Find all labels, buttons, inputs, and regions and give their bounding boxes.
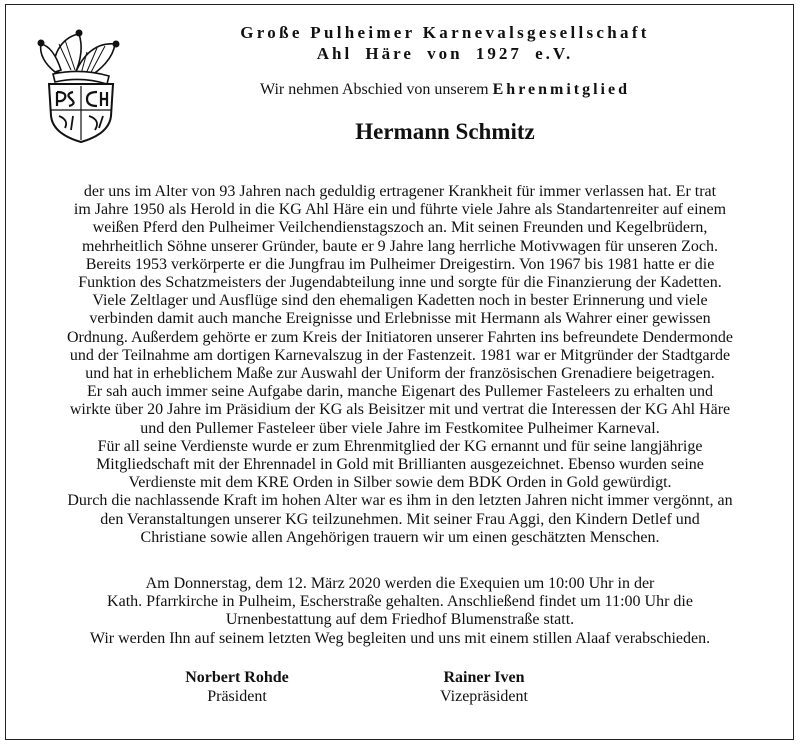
club-crest-icon [35,24,127,144]
funeral-details [18,575,782,648]
body-line: und den Pullemer Fasteleer über viele Jahre im Festkomitee Pulheimer Karneval. [140,419,660,437]
intro-text: Wir nehmen Abschied von unserem [259,81,489,98]
body-line: der uns im Alter von 93 Jahren nach geduldig ertragener Krankheit für immer verlassen hat. Er trat [83,183,717,200]
body-line: Mitgliedschaft mit der Ehrennadel in Gold mit Brillianten ausgezeichnet. Ebenso wurden seine [96,456,704,474]
body-line: im Jahre 1950 als Herold in die KG Ahl Häre ein und führte viele Jahre als Standartenreiter auf einem [73,201,727,219]
body-line: wirkte über 20 Jahre im Präsidium der KG als Beisitzer mit und vertrat die Interessen der KG Ahl Häre [69,401,731,419]
signature-vice-president [384,668,584,706]
body-line: Christiane sowie allen Angehörigen trauern wir um einen geschätzten Menschen. [140,528,660,546]
organization-subtitle: Ahl Häre von 1927 e.V. [316,44,574,63]
closing-line: Am Donnerstag, dem 12. März 2020 werden die Exequien um 10:00 Uhr in der [145,575,655,592]
body-line: Verdienste mit dem KRE Orden in Silber sowie dem BDK Orden in Gold gewürdigt. [128,474,672,492]
closing-line: Kath. Pfarrkirche in Pulheim, Escherstraße gehalten. Anschließend findet um 11:00 Uhr die [107,593,693,611]
intro-emphasis: Ehrenmitglied [492,81,630,98]
signatory-title: Vizepräsident [440,688,528,705]
organization-name: Große Pulheimer Karnevalsgesellschaft [240,23,650,42]
closing-line: Wir werden Ihn auf seinem letzten Weg begleiten und uns mit einem stillen Alaaf verabschieden. [89,629,711,647]
intro-line [150,81,740,99]
body-line: Bereits 1953 verkörperte er die Jungfrau im Pulheimer Dreigestirn. Von 1967 bis 1981 hatte er die [85,255,715,273]
body-line: Er sah auch immer seine Aufgabe darin, manche Eigenart des Pullemer Fasteleers zu erhalten und [87,383,713,401]
body-line: Ordnung. Außerdem gehörte er zum Kreis der Initiatoren unserer Fahrten ins befreundete Dendermonde [67,328,733,346]
signature-president [137,668,337,706]
obituary-body [18,183,782,547]
closing-line: Urnenbestattung auf dem Friedhof Blumenstraße statt. [225,611,575,629]
body-line: Für all seine Verdienste wurde er zum Ehrenmitglied der KG ernannt und für seine langjährige [97,437,703,455]
body-line: Funktion des Schatzmeisters der Jugendabteilung inne und sorgte für die Finanzierung der Kadetten. [78,274,722,292]
signatory-title: Präsident [207,688,267,705]
body-line: den Veranstaltungen unserer KG teilzunehmen. Mit seiner Frau Aggi, den Kindern Detlef und [100,510,700,528]
deceased-name: Hermann Schmitz [355,119,535,144]
body-line: Durch die nachlassende Kraft im hohen Alter war es ihm in den letzten Jahren nicht immer vergönnt, an [67,492,733,510]
body-line: und der Teilnahme am dortigen Karnevalszug in der Fastenzeit. 1981 war er Mitgründer der Stadtgarde [69,346,731,364]
signatory-name: Rainer Iven [443,669,525,686]
body-line: Viele Zeltlager und Ausflüge sind den ehemaligen Kadetten noch in bester Erinnerung und viele [92,292,708,310]
body-line: verbinden damit auch manche Ereignisse und Erlebnisse mit Hermann als Wahrer einer gewissen [89,310,711,328]
body-line: mehrheitlich Söhne unserer Gründer, baute er 9 Jahre lang herrliche Motivwagen für unseren Zoch. [81,237,718,255]
body-line: weißen Pferd den Pulheimer Veilchendienstagszoch an. Mit seinen Freunden und Kegelbrüdern, [92,219,708,237]
body-line: und hat in erheblichem Maße zur Auswahl der Uniform der französischen Grenadiere beigetragen. [85,365,715,383]
signatory-name: Norbert Rohde [185,669,289,686]
